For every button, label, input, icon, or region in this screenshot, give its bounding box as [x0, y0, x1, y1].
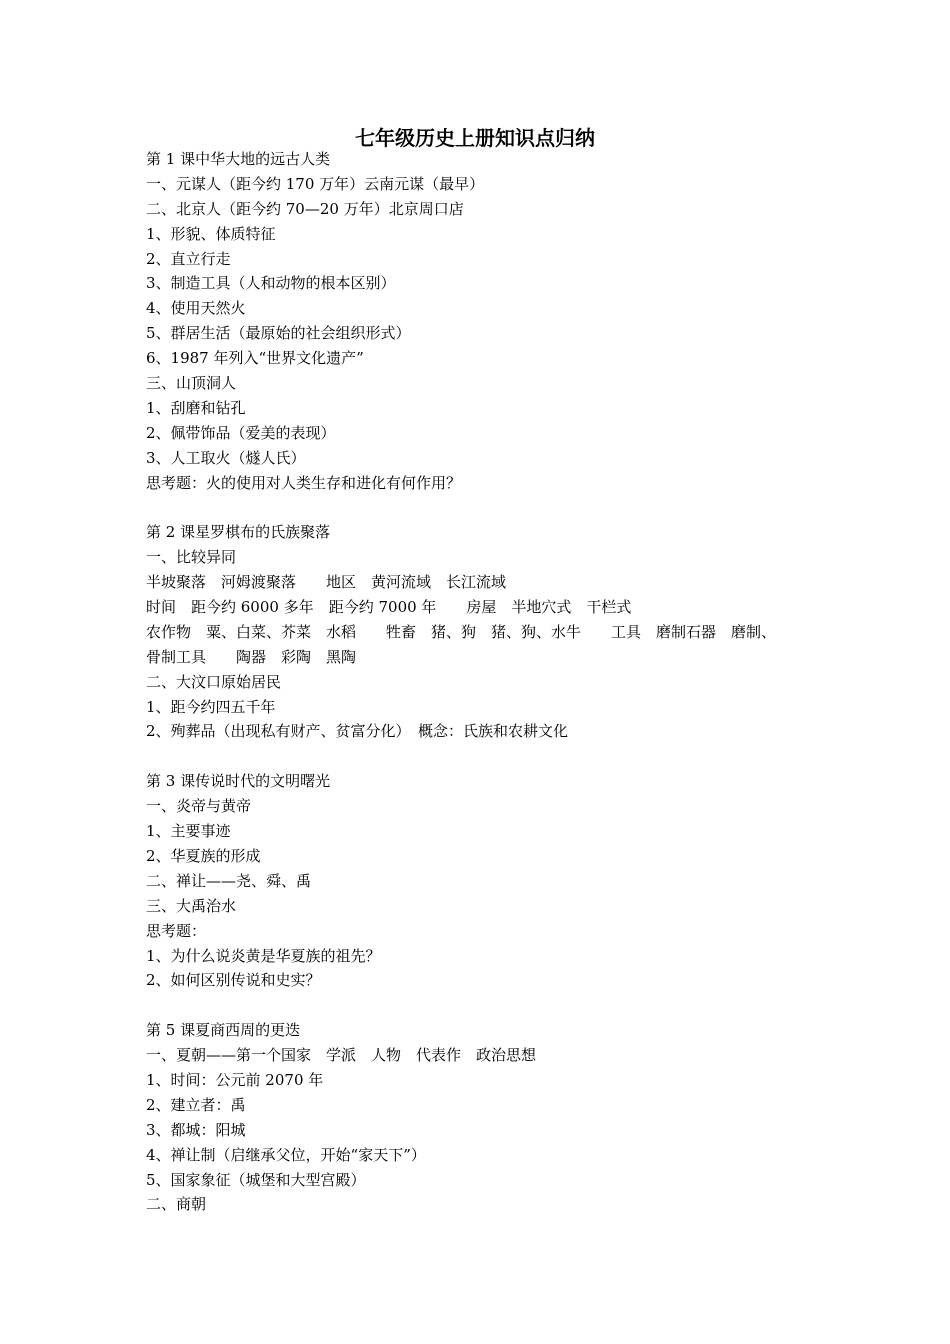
text-line: 一、比较异同: [146, 548, 237, 567]
text-line: 3、制造工具（人和动物的根本区别）: [146, 274, 396, 293]
text-line: 1、为什么说炎黄是华夏族的祖先？: [146, 946, 381, 965]
text-line: 2、佩带饰品（爱美的表现）: [146, 423, 336, 442]
text-line: 3、人工取火（燧人氏）: [146, 448, 306, 467]
text-line: 2、殉葬品（出现私有财产、贫富分化） 概念：氏族和农耕文化: [146, 722, 569, 741]
text-line: 一、炎帝与黄帝: [146, 797, 252, 816]
text-line: 2、华夏族的形成: [146, 846, 261, 865]
text-line: 3、都城：阳城: [146, 1120, 246, 1139]
text-line: 二、商朝: [146, 1195, 207, 1214]
text-line: 二、禅让——尧、舜、禹: [146, 871, 312, 890]
text-line: 二、大汶口原始居民: [146, 672, 282, 691]
text-line: 一、夏朝——第一个国家 学派 人物 代表作 政治思想: [146, 1046, 537, 1065]
text-line: 时间 距今约 6000 多年 距今约 7000 年 房屋 半地穴式 干栏式: [146, 598, 632, 617]
document-body: [146, 147, 826, 1217]
blank-line: [146, 744, 826, 769]
text-line: 1、距今约四五千年: [146, 697, 276, 716]
text-line: 2、建立者：禹: [146, 1095, 246, 1114]
text-line: 4、禅让制（启继承父位，开始“家天下”）: [146, 1145, 426, 1164]
text-line: 一、元谋人（距今约 170 万年）云南元谋（最早）: [146, 174, 485, 193]
text-line: 1、时间：公元前 2070 年: [146, 1070, 324, 1089]
text-line: 4、使用天然火: [146, 299, 246, 318]
text-line: 思考题：: [146, 921, 207, 940]
text-line: 第 2 课星罗棋布的氏族聚落: [146, 523, 331, 542]
text-line: 第 5 课夏商西周的更迭: [146, 1021, 301, 1040]
text-line: 5、群居生活（最原始的社会组织形式）: [146, 324, 411, 343]
text-line: 2、直立行走: [146, 249, 231, 268]
text-line: 2、如何区别传说和史实？: [146, 971, 321, 990]
document-title: 七年级历史上册知识点归纳: [355, 126, 595, 150]
text-line: 农作物 粟、白菜、芥菜 水稻 牲畜 猪、狗 猪、狗、水牛 工具 磨制石器 磨制、: [146, 622, 777, 641]
text-line: 半坡聚落 河姆渡聚落 地区 黄河流域 长江流域: [146, 573, 507, 592]
text-line: 三、山顶洞人: [146, 374, 237, 393]
text-line: 5、国家象征（城堡和大型宫殿）: [146, 1170, 366, 1189]
text-line: 第 3 课传说时代的文明曙光: [146, 772, 331, 791]
blank-line: [146, 495, 826, 520]
text-line: 1、形貌、体质特征: [146, 224, 276, 243]
blank-line: [146, 993, 826, 1018]
text-line: 思考题：火的使用对人类生存和进化有何作用？: [146, 473, 462, 492]
text-line: 三、大禹治水: [146, 896, 237, 915]
text-line: 1、刮磨和钻孔: [146, 398, 246, 417]
text-line: 骨制工具 陶器 彩陶 黑陶: [146, 647, 357, 666]
text-line: 二、北京人（距今约 70—20 万年）北京周口店: [146, 199, 464, 218]
text-line: 6、1987 年列入“世界文化遗产”: [146, 349, 364, 368]
text-line: 1、主要事迹: [146, 822, 231, 841]
text-line: 第 1 课中华大地的远古人类: [146, 150, 331, 168]
